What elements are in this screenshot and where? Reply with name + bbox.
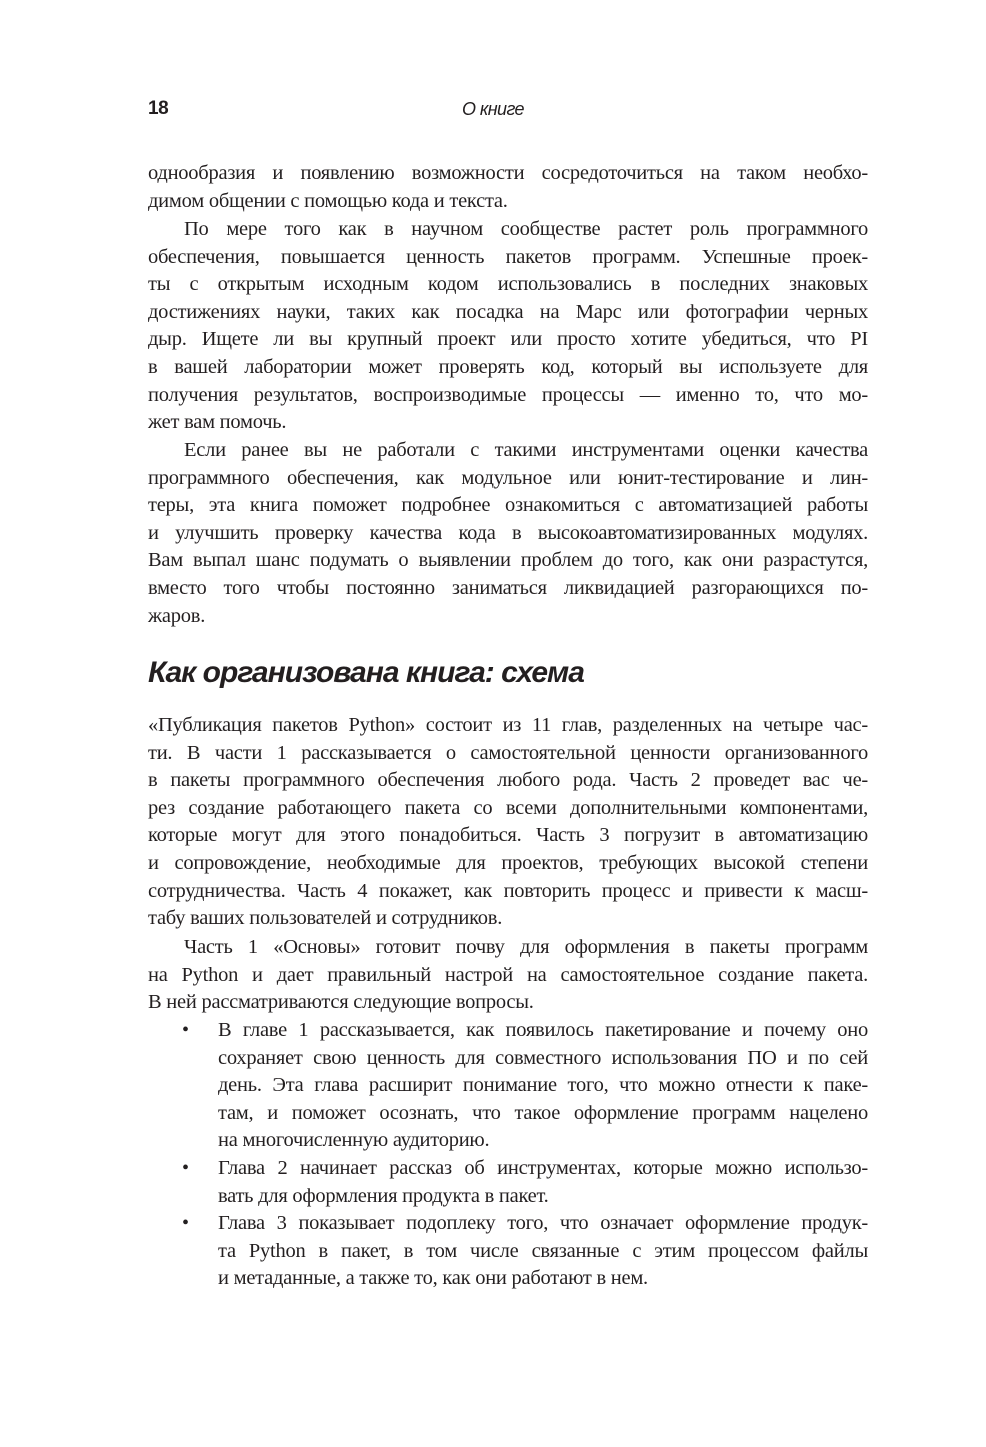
text-line: сохраняет свою ценность для совместного использования ПО и по сей <box>218 1046 868 1069</box>
text-line: Вам выпал шанс подумать о выявлении проблем до того, как они разрастутся, <box>148 549 868 572</box>
text-line: день. Эта глава расширит понимание того, что можно отнести к паке- <box>218 1074 868 1097</box>
text-line: программного обеспечения, как модульное или юнит-тестирование и лин- <box>148 466 868 489</box>
paragraph-book-structure <box>148 712 868 933</box>
text-line: в пакеты программного обеспечения любого рода. Часть 2 проведет вас че- <box>148 769 868 792</box>
text-line: Если ранее вы не работали с такими инструментами оценки качества <box>184 439 868 461</box>
running-head <box>148 98 838 126</box>
text-line: вместо того чтобы постоянно заниматься ликвидацией разгорающихся по- <box>148 576 868 599</box>
text-line: и сопровождение, необходимые для проектов, требующих высокой степени <box>148 851 868 874</box>
text-line: рез создание работающего пакета со всеми дополнительными компонентами, <box>148 796 868 819</box>
text-line: По мере того как в научном сообществе растет роль программного <box>184 218 868 240</box>
text-line: которые могут для этого понадобиться. Часть 3 погрузит в автоматизацию <box>148 824 868 847</box>
text-line: Глава 2 начинает рассказ об инструментах, которые можно использо- <box>218 1156 868 1179</box>
text-line: и метаданные, а также то, как они работают в нем. <box>218 1267 648 1290</box>
text-line: димом общении с помощью кода и текста. <box>148 189 508 212</box>
text-line: В главе 1 рассказывается, как появилось пакетирование и почему оно <box>218 1019 868 1041</box>
text-line: дыр. Ищете ли вы крупный проект или просто хотите убедиться, что PI <box>148 328 868 351</box>
text-line: табу ваших пользователей и сотрудников. <box>148 907 503 930</box>
text-line: Часть 1 «Основы» готовит почву для оформления в пакеты программ <box>184 936 868 958</box>
running-title: О книге <box>462 99 524 119</box>
list-item <box>148 1017 868 1155</box>
text-line: достижениях науки, таких как посадка на Марс или фотографии черных <box>148 300 868 323</box>
paragraph-quality-tools <box>148 437 868 630</box>
text-line: та Python в пакет, в том числе связанные с этим процессом файлы <box>218 1239 868 1262</box>
text-line: на многочисленную аудиторию. <box>218 1129 490 1152</box>
text-line: сотрудничества. Часть 4 покажет, как повторить процесс и привести к масш- <box>148 879 868 902</box>
text-line: ти. В части 1 рассказывается о самостоятельной ценности организованного <box>148 741 868 764</box>
bullet-icon: • <box>182 1212 190 1235</box>
text-line: в вашей лаборатории может проверять код, который вы используете для <box>148 355 868 378</box>
text-line: вать для оформления продукта в пакет. <box>218 1184 549 1207</box>
text-line: жет вам помочь. <box>148 411 287 434</box>
text-line: получения результатов, воспроизводимые процессы — именно то, что мо- <box>148 383 868 406</box>
text-line: на Python и дает правильный настрой на самостоятельное создание пакета. <box>148 963 868 986</box>
bullet-icon: • <box>182 1156 190 1179</box>
text-line: и улучшить проверку качества кода в высокоавтоматизированных модулях. <box>148 521 868 544</box>
paragraph-continuation <box>148 160 868 215</box>
bullet-icon: • <box>182 1019 190 1041</box>
list-item <box>148 1210 868 1293</box>
bullet-list <box>148 1017 868 1293</box>
text-line: теры, эта книга поможет подробнее ознакомиться с автоматизацией работы <box>148 494 868 517</box>
section-heading: Как организована книга: схема <box>148 656 584 689</box>
text-line: там, и поможет осознать, что такое оформление программ нацелено <box>218 1101 868 1124</box>
list-item <box>148 1155 868 1210</box>
text-line: В ней рассматриваются следующие вопросы. <box>148 991 534 1014</box>
text-line: обеспечения, повышается ценность пакетов программ. Успешные проек- <box>148 245 868 268</box>
paragraph-part-one <box>148 934 868 1017</box>
text-line: Глава 3 показывает подоплеку того, что означает оформление продук- <box>218 1212 868 1235</box>
text-line: «Публикация пакетов Python» состоит из 11 глав, разделенных на четыре час- <box>148 714 868 736</box>
paragraph-software-value <box>148 216 868 437</box>
text-line: ты с открытым исходным кодом использовались в последних знаковых <box>148 273 868 296</box>
text-line: однообразия и появлению возможности сосредоточиться на таком необхо- <box>148 162 868 184</box>
text-line: жаров. <box>148 604 206 627</box>
page-number: 18 <box>148 98 169 119</box>
